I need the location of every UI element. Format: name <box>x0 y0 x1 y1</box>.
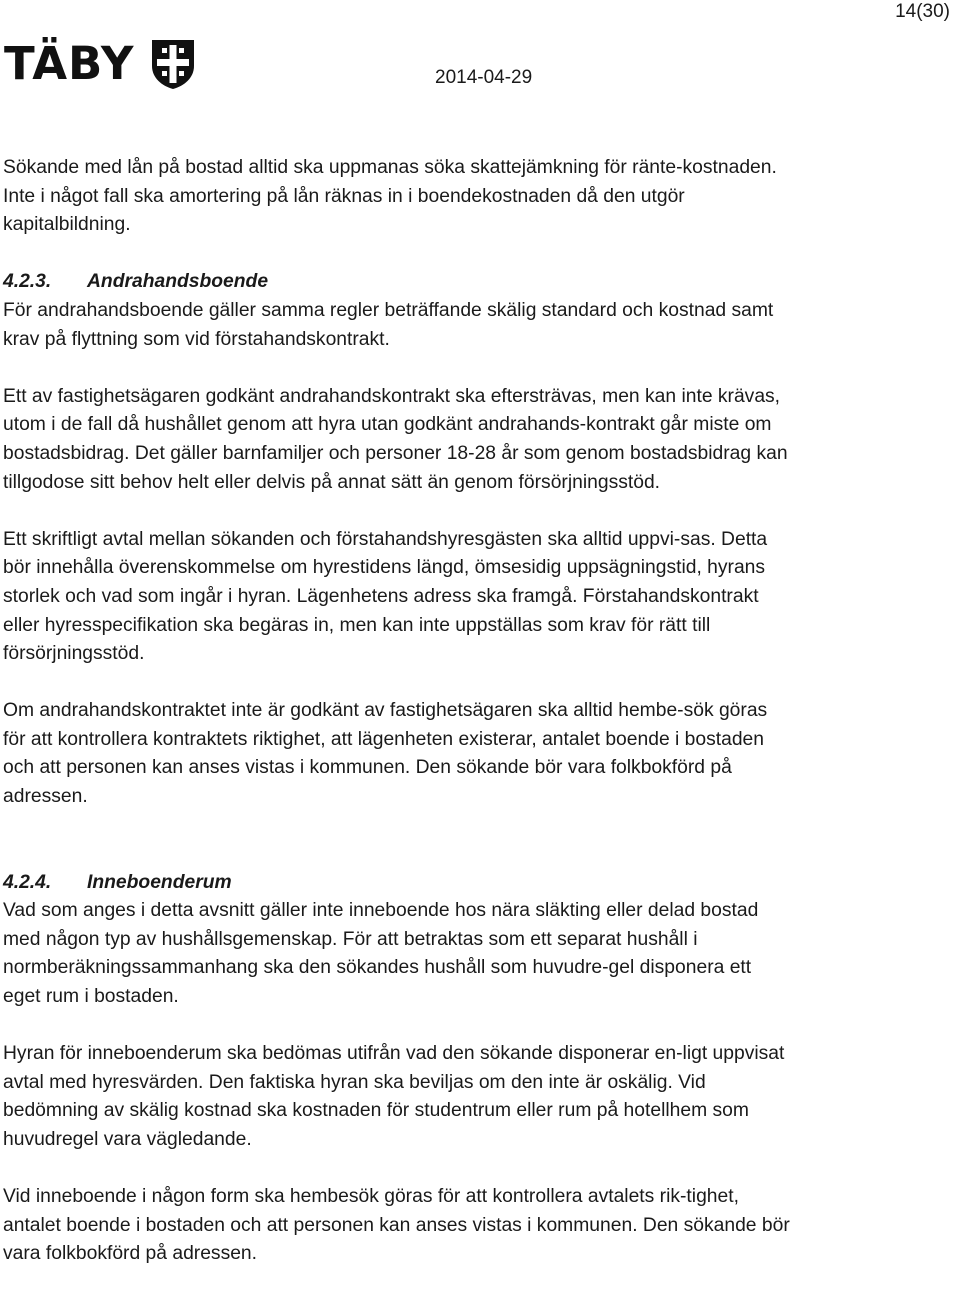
taby-logo <box>4 38 196 90</box>
document-date: 2014-04-29 <box>435 67 533 88</box>
paragraph: För andrahandsboende gäller samma regler beträffande skälig standard och kostnad samt krav på flyttning som vid förstahandskontrakt. <box>3 299 774 350</box>
document-body <box>3 154 793 1298</box>
section-title: Inneboenderum <box>87 871 232 893</box>
shield-cross-icon <box>150 38 196 90</box>
intro-paragraph: Sökande med lån på bostad alltid ska uppmanas söka skattejämkning för ränte-kostnaden. Inte i något fall ska amortering på lån räknas in i boendekostnaden då den utgör kapitalbildning. <box>3 157 777 236</box>
logo-text: TÄBY <box>4 37 135 90</box>
section-heading-inneboenderum <box>3 869 793 898</box>
section-number: 4.2.4. <box>3 871 52 893</box>
page-number: 14(30) <box>895 1 950 22</box>
section-title: Andrahandsboende <box>87 271 269 293</box>
section-number: 4.2.3. <box>3 271 52 293</box>
paragraph: Vad som anges i detta avsnitt gäller inte inneboende hos nära släkting eller delad bostad med någon typ av hushållsgemenskap. För att betraktas som ett separat hushåll i normberäkningssammanhang ska den sökandes hushåll som huvudre-gel disponera ett eget rum i bostaden. <box>3 900 759 1008</box>
paragraph: Ett skriftligt avtal mellan sökanden och förstahandshyresgästen ska alltid uppvi-sas. Detta bör innehålla överenskommelse om hyrestidens längd, ömsesidig uppsägningstid, hyrans storlek och vad som ingår i hyran. Lägenhetens adress ska framgå. Förstahandskontrakt eller hyresspecifikation ska begäras in, men kan inte uppställas som krav för rätt till försörjningsstöd. <box>3 528 768 665</box>
paragraph: Vid inneboende i någon form ska hembesök göras för att kontrollera avtalets rik-tighet, antalet boende i bostaden och att personen kan anses vistas i kommunen. Den sökande bör vara folkbokförd på adressen. <box>3 1186 790 1265</box>
paragraph: Om andrahandskontraktet inte är godkänt av fastighetsägaren ska alltid hembe-sök göras för att kontrollera kontraktets riktighet, att lägenheten existerar, antalet boende i bostaden och att personen kan anses vistas i kommunen. Den sökande bör vara folkbokförd på adressen. <box>3 700 768 808</box>
section-heading-andrahandsboende <box>3 268 793 297</box>
paragraph: Hyran för inneboenderum ska bedömas utifrån vad den sökande disponerar en-ligt uppvisat avtal med hyresvärden. Den faktiska hyran ska beviljas om den inte är oskälig. Vid bedömning av skälig kostnad ska kostnaden för studentrum eller rum på hotellhem som huvudregel vara vägledande. <box>3 1043 785 1150</box>
paragraph: Ett av fastighetsägaren godkänt andrahandskontrakt ska eftersträvas, men kan inte krävas, utom i de fall då hushållet genom att hyra utan godkänt andrahands-kontrakt går miste om bostadsbidrag. Det gäller barnfamiljer och personer 18-28 år som genom bostadsbidrag kan tillgodose sitt behov helt eller delvis på annat sätt än genom försörjningsstöd. <box>3 385 788 493</box>
